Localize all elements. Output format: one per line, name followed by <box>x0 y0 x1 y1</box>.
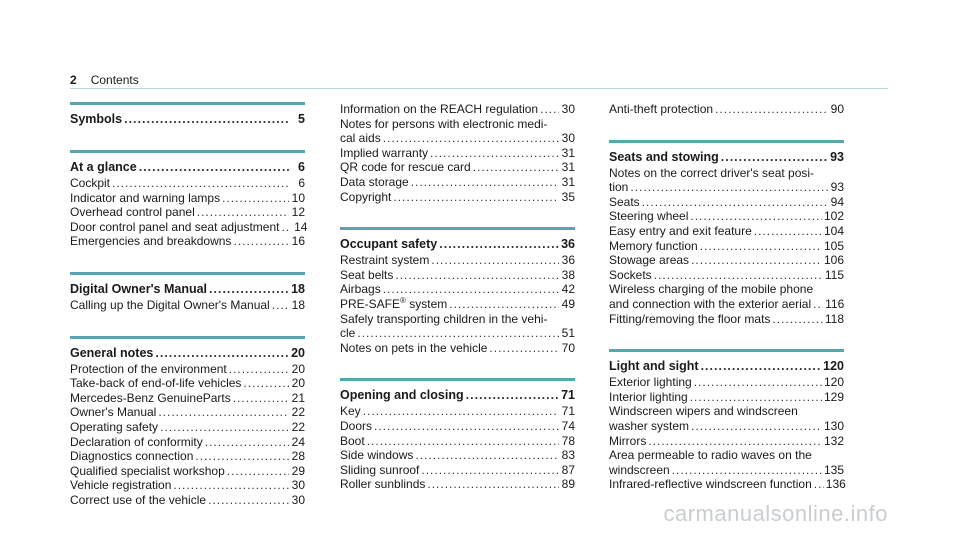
watermark: carmanualsonline.info <box>663 501 888 526</box>
toc-heading[interactable]: General notes ..... 20 <box>70 345 305 361</box>
toc-entry-line[interactable]: Wireless charging of the mobile phone <box>609 282 814 297</box>
toc-entry[interactable]: Doors ..... 74 <box>340 419 575 434</box>
section-divider <box>340 227 575 230</box>
page-title: Contents <box>90 73 139 87</box>
section-opening-continued <box>609 102 844 117</box>
toc-entry[interactable]: Copyright ..... 35 <box>340 190 575 205</box>
toc-entry[interactable]: Roller sunblinds ..... 89 <box>340 477 575 492</box>
toc-entry[interactable]: Fitting/removing the floor mats ..... 118 <box>609 312 844 327</box>
toc-entry[interactable]: Indicator and warning lamps ..... 10 <box>70 191 305 206</box>
toc-entry[interactable]: Calling up the Digital Owner's Manual ..... 18 <box>70 298 305 313</box>
toc-entry[interactable]: Correct use of the vehicle ..... 30 <box>70 493 305 508</box>
toc-entry[interactable]: Data storage ..... 31 <box>340 175 575 190</box>
toc-entry[interactable]: Easy entry and exit feature ..... 104 <box>609 224 844 239</box>
toc-entry[interactable]: Implied warranty ..... 31 <box>340 146 575 161</box>
section-at-a-glance <box>70 150 308 249</box>
toc-entry[interactable]: Sockets ..... 115 <box>609 268 844 283</box>
section-seats-stowing <box>609 140 844 327</box>
toc-entry[interactable]: Operating safety ..... 22 <box>70 420 305 435</box>
toc-entry[interactable]: Seat belts ..... 38 <box>340 268 575 283</box>
toc-entry[interactable]: Sliding sunroof ..... 87 <box>340 463 575 478</box>
section-general-notes-continued <box>340 102 575 204</box>
toc-entry[interactable]: Stowage areas ..... 106 <box>609 253 844 268</box>
section-occupant-safety <box>340 227 575 355</box>
toc-heading[interactable]: Digital Owner's Manual ..... 18 <box>70 281 305 297</box>
toc-entry[interactable]: Emergencies and breakdowns ..... 16 <box>70 234 305 249</box>
toc-entry[interactable]: Side windows ..... 83 <box>340 448 575 463</box>
toc-entry-line[interactable]: Notes on the correct driver's seat posi- <box>609 165 815 180</box>
section-divider <box>609 349 844 352</box>
toc-entry[interactable]: Exterior lighting ..... 120 <box>609 375 844 390</box>
toc-entry[interactable]: Key ..... 71 <box>340 404 575 419</box>
toc-heading[interactable]: Symbols ..... 5 <box>70 111 305 127</box>
toc-entry[interactable]: Memory function ..... 105 <box>609 239 844 254</box>
toc-entry[interactable]: Diagnostics connection ..... 28 <box>70 449 305 464</box>
toc-entry[interactable]: Anti-theft protection ..... 90 <box>609 102 844 117</box>
toc-entry[interactable]: Mirrors ..... 132 <box>609 434 844 449</box>
toc-heading[interactable]: Seats and stowing ..... 93 <box>609 149 844 165</box>
toc-entry-line[interactable]: Notes for persons with electronic medi- <box>340 116 548 131</box>
toc-entry[interactable]: Mercedes-Benz GenuineParts ..... 21 <box>70 391 305 406</box>
toc-column-2 <box>340 102 575 515</box>
toc-entry-line[interactable]: Safely transporting children in the vehi- <box>340 311 548 326</box>
toc-entry[interactable]: Information on the REACH regulation ..... 30 <box>340 102 575 117</box>
toc-entry[interactable]: Airbags ..... 42 <box>340 282 575 297</box>
header-divider <box>70 88 888 89</box>
toc-entry[interactable]: Take-back of end-of-life vehicles ..... 20 <box>70 376 305 391</box>
toc-entry[interactable]: Infrared-reflective windscreen function ..... 136 <box>609 477 844 492</box>
toc-entry[interactable]: cal aids ..... 30 <box>340 131 575 146</box>
toc-entry[interactable]: washer system ..... 130 <box>609 419 844 434</box>
toc-entry[interactable]: Steering wheel ..... 102 <box>609 209 844 224</box>
toc-heading[interactable]: Opening and closing ..... 71 <box>340 387 575 403</box>
section-general-notes <box>70 336 305 508</box>
toc-entry[interactable]: Notes on pets in the vehicle ..... 70 <box>340 341 575 356</box>
section-light-sight <box>609 349 844 492</box>
section-opening-closing <box>340 378 575 492</box>
toc-entry[interactable]: windscreen ..... 135 <box>609 463 844 478</box>
toc-entry[interactable]: Restraint system ..... 36 <box>340 253 575 268</box>
toc-entry[interactable]: Overhead control panel ..... 12 <box>70 205 305 220</box>
toc-entry[interactable]: Cockpit ..... 6 <box>70 176 305 191</box>
toc-heading[interactable]: Occupant safety ..... 36 <box>340 236 575 252</box>
section-divider <box>70 272 305 275</box>
toc-entry[interactable]: QR code for rescue card ..... 31 <box>340 160 575 175</box>
toc-entry[interactable]: tion ..... 93 <box>609 180 844 195</box>
toc-entry[interactable]: and connection with the exterior aerial ..... 116 <box>609 297 844 312</box>
toc-entry-line[interactable]: Windscreen wipers and windscreen <box>609 404 798 419</box>
toc-entry[interactable]: Owner's Manual ..... 22 <box>70 405 305 420</box>
section-divider <box>340 378 575 381</box>
section-divider <box>609 140 844 143</box>
section-divider <box>70 150 305 153</box>
toc-heading[interactable]: At a glance ..... 6 <box>70 159 305 175</box>
section-symbols <box>70 102 305 127</box>
section-divider <box>70 336 305 339</box>
toc-entry[interactable]: Declaration of conformity ..... 24 <box>70 435 305 450</box>
toc-entry[interactable]: Protection of the environment ..... 20 <box>70 362 305 377</box>
page-header <box>70 73 139 87</box>
toc-entry[interactable]: Qualified specialist workshop ..... 29 <box>70 464 305 479</box>
toc-entry[interactable]: Vehicle registration ..... 30 <box>70 478 305 493</box>
toc-entry[interactable]: Boot ..... 78 <box>340 434 575 449</box>
section-divider <box>70 102 305 105</box>
page-number: 2 <box>70 73 77 87</box>
toc-entry[interactable]: PRE-SAFE® system ..... 49 <box>340 297 575 312</box>
toc-column-3 <box>609 102 844 515</box>
toc-heading[interactable]: Light and sight ..... 120 <box>609 358 844 374</box>
toc-entry[interactable]: Interior lighting ..... 129 <box>609 390 844 405</box>
toc-entry[interactable]: Seats ..... 94 <box>609 195 844 210</box>
toc-entry-line[interactable]: Area permeable to radio waves on the <box>609 448 812 463</box>
section-digital-manual <box>70 272 305 313</box>
toc-entry[interactable]: Door control panel and seat adjustment ..... 14 <box>70 220 305 235</box>
toc-entry[interactable]: cle ..... 51 <box>340 326 575 341</box>
toc-column-1 <box>70 102 308 531</box>
